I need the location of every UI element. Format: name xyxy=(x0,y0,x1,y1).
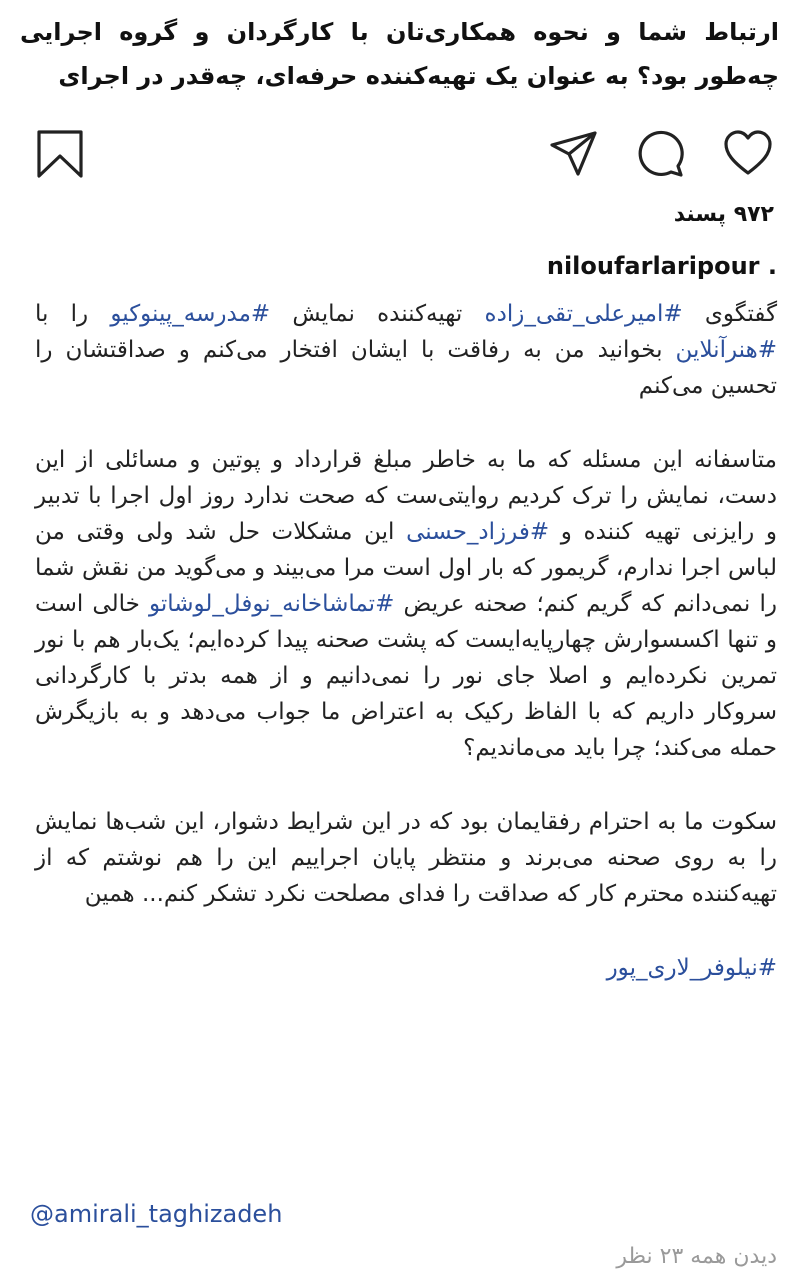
hashtag-link[interactable]: #امیرعلی_تقی_زاده xyxy=(484,301,683,327)
like-count[interactable]: ۹۷۲ پسند xyxy=(673,202,774,227)
caption-text: خالی است و تنها اکسسوارش چهارپایه‌ایست که پشت صحنه پیدا کرده‌ایم؛ یک‌بار هم با نور تمرین نکرده‌ایم و اصلا جای نور را نمی‌دانیم و از همه بدتر با کارگردانی سروکار داریم که با الفاظ رکیک به اعتراض ما جواب می‌دهد و به بازیگرش حمله می‌کند؛ چرا باید می‌ماندیم؟ xyxy=(35,591,777,761)
post-actions-bar xyxy=(0,118,809,188)
caption-text: را با xyxy=(35,301,111,327)
comment-icon[interactable] xyxy=(634,128,686,180)
view-all-comments-link[interactable]: دیدن همه ۲۳ نظر xyxy=(616,1244,777,1269)
bookmark-icon[interactable] xyxy=(34,128,86,180)
caption-text: متاسفانه این مسئله که ما به خاطر مبلغ قرارداد و پوتین و مسائلی از این دست، نمایش را ترک کردیم روایتی‌ست که صحت ندارد روز اول اجرا با تدبیر و رایزنی تهیه کننده و xyxy=(35,447,777,545)
hashtag-link[interactable]: #هنرآنلاین xyxy=(675,337,777,363)
hashtag-link[interactable]: #تماشاخانه_نوفل_لوشاتو xyxy=(148,591,395,617)
caption-paragraph: سکوت ما به احترام رفقایمان بود که در این شرایط دشوار، این شب‌ها نمایش را به روی صحنه می‌برند و منتظر پایان اجراییم این را هم نوشتم که از تهیه‌کننده محترم کار که صداقت را فدای مصلحت نکرد تشکر کنم... همین xyxy=(35,809,777,907)
caption-paragraph xyxy=(35,442,777,766)
caption-text: بخوانید من به رفاقت با ایشان افتخار می‌کنم و صداقتشان را تحسین می‌کنم xyxy=(35,337,777,399)
mention-link[interactable]: @amirali_taghizadeh xyxy=(30,1200,283,1228)
post-username[interactable]: niloufarlaripour . xyxy=(546,252,777,280)
caption-text: گفتگوی xyxy=(682,301,778,327)
hashtag-link[interactable]: #نیلوفر_لاری_پور xyxy=(606,955,777,981)
post-caption xyxy=(35,296,777,986)
caption-text: این مشکلات حل شد ولی وقتی من لباس اجرا ندارم، گریمور که بار اول است مرا می‌بیند و می‌گوید من نقش شما را نمی‌دانم که گریم کنم؛ صحنه عریض xyxy=(35,519,777,617)
caption-paragraph xyxy=(35,296,777,404)
hashtag-link[interactable]: #فرزاد_حسنی xyxy=(406,519,550,545)
caption-paragraph xyxy=(35,950,777,986)
overlay-question-text: ارتباط شما و نحوه همکاری‌تان با کارگردان و گروه اجرایی چه‌طور بود؟ به عنوان یک تهیه‌کننده حرفه‌ای، چه‌قدر در اجرای xyxy=(20,18,779,90)
caption-text: تهیه‌کننده نمایش xyxy=(270,301,485,327)
hashtag-link[interactable]: #مدرسه_پینوکیو xyxy=(110,301,271,327)
paper-plane-icon[interactable] xyxy=(548,128,600,180)
heart-icon[interactable] xyxy=(722,128,774,180)
